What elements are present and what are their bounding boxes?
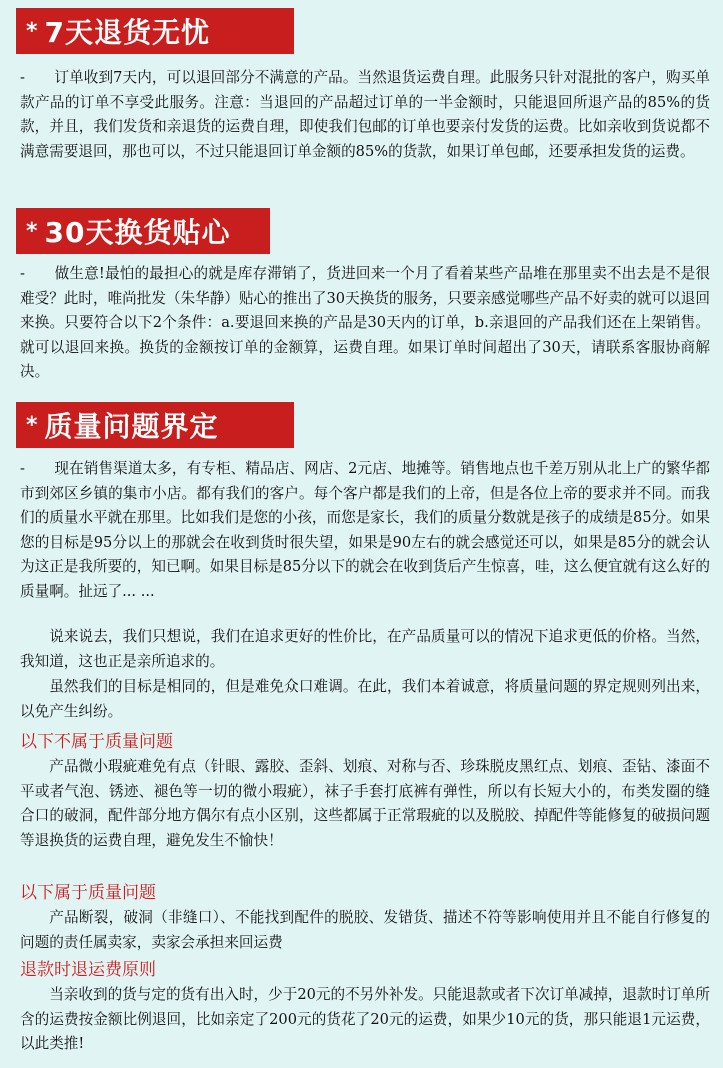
subsection-text-quality-issue: 产品断裂，破洞（非缝口）、不能找到配件的脱胶、发错货、描述不符等影响使用并且不能自行修复的问题的责任属卖家，卖家会承担来回运费 <box>20 909 710 951</box>
section-text-quality-rules: 虽然我们的目标是相同的，但是难免众口难调。在此，我们本着诚意，将质量问题的界定规则列出来，以免产生纠纷。 <box>20 678 710 720</box>
subsection-title-not-quality-issue: 以下不属于质量问题 <box>20 732 173 752</box>
subsection-text-refund-shipping: 当亲收到的货与定的货有出入时，少于20元的不另外补发。只能退款或者下次订单减掉，退款时订单所含的运费按金额比例退回，比如亲定了200元的货花了20元的运费，如果少10元的货，那只能退1元运费，以此类推! <box>20 986 710 1053</box>
section-text-30day-exchange: - 做生意!最怕的最担心的就是库存滞销了，货进回来一个月了看着某些产品堆在那里卖不出去是不是很难受？此时，唯尚批发（朱华静）贴心的推出了30天换货的服务，只要亲感觉哪些产品不好卖的就可以退回来换。只要符合以下2个条件：a.要退回来换的产品是30天内的订单，b.亲退回的产品我们还在上架销售。就可以退回来换。换货的金额按订单的金额算，运费自理。如果订单时间超出了30天，请联系客服协商解决。 <box>20 265 710 381</box>
section-header-quality-definition <box>16 402 294 448</box>
subsection-title-quality-issue: 以下属于质量问题 <box>20 883 156 903</box>
star-icon: * <box>26 18 39 44</box>
star-icon: * <box>26 412 39 438</box>
subsection-title-refund-shipping: 退款时退运费原则 <box>20 960 156 980</box>
section-text-7day-return: - 订单收到7天内，可以退回部分不满意的产品。当然退货运费自理。此服务只针对混批的客户，购买单款产品的订单不享受此服务。注意：当退回的产品超过订单的一半金额时，只能退回所退产品的85%的货款，并且，我们发货和亲退货的运费自理，即使我们包邮的订单也要亲付发货的运费。比如亲收到货说都不满意需要退回，那也可以，不过只能退回订单金额的85%的货款，如果订单包邮，还要承担发货的运费。 <box>20 69 710 160</box>
section-title: 质量问题界定 <box>44 410 219 443</box>
section-text-quality-pursuit: 说来说去，我们只想说，我们在追求更好的性价比，在产品质量可以的情况下追求更低的价格。当然，我知道，这也正是亲所追求的。 <box>20 628 710 670</box>
subsection-text-not-quality-issue: 产品微小瑕疵难免有点（针眼、露胶、歪斜、划痕、对称与否、珍珠脱皮黑红点、划痕、歪钻、漆面不平或者气泡、锈迹、褪色等一切的微小瑕疵），袜子手套打底裤有弹性，所以有长短大小的，布类发圈的缝合口的破洞，配件部分地方偶尔有点小区别，这些都属于正常瑕疵的以及脱胶、掉配件等能修复的破损问题等退换货的运费自理，避免发生不愉快！ <box>20 758 710 849</box>
section-title: 7天退货无忧 <box>44 16 210 49</box>
section-header-7day-return <box>16 8 294 54</box>
section-header-30day-exchange <box>16 208 270 254</box>
section-title: 30天换货贴心 <box>44 216 231 249</box>
star-icon: * <box>26 218 39 244</box>
section-text-quality-intro: - 现在销售渠道太多，有专柜、精品店、网店、2元店、地摊等。销售地点也千差万别从北上广的繁华都市到郊区乡镇的集市小店。都有我们的客户。每个客户都是我们的上帝，但是各位上帝的要求并不同。而我们的质量水平就在那里。比如我们是您的小孩，而您是家长，我们的质量分数就是孩子的成绩是85分。如果您的目标是95分以上的那就会在收到货时很失望，如果是90左右的就会感觉还可以，如果是85分的就会认为这正是我所要的，知已啊。如果目标是85分以下的就会在收到货后产生惊喜，哇，这么便宜就有这么好的质量啊。扯远了... ... <box>20 460 710 600</box>
